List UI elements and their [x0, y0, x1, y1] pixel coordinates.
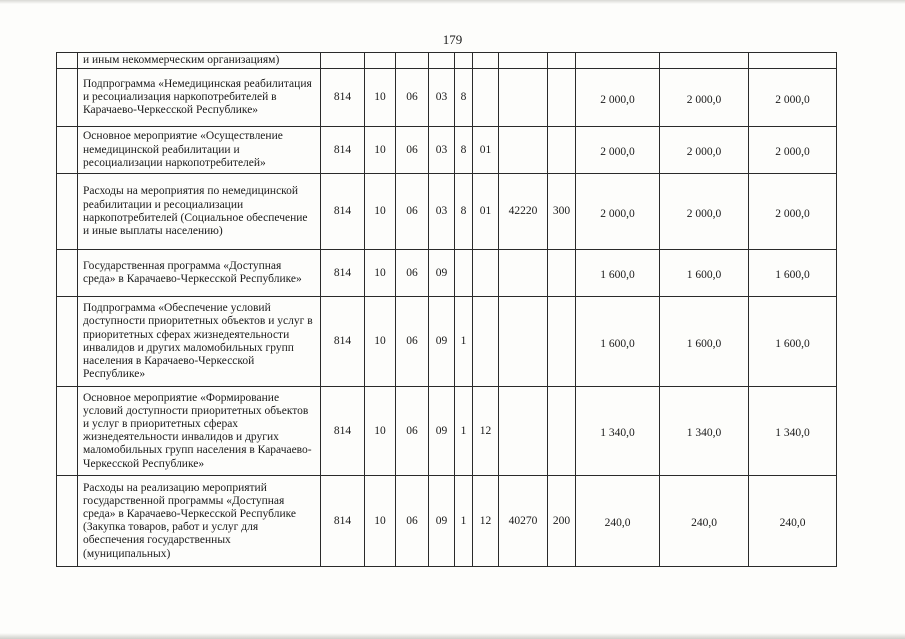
razdel-cell: 10	[365, 250, 396, 297]
sum-year1-cell: 2 000,0	[576, 174, 660, 250]
subprogram-cell: 8	[455, 174, 473, 250]
vr-cell: 200	[548, 476, 576, 567]
event-cell	[473, 250, 499, 297]
sum-year2-cell: 1 600,0	[660, 250, 749, 297]
sum-year3-cell	[749, 53, 837, 69]
event-cell	[473, 69, 499, 127]
subprogram-cell: 1	[455, 387, 473, 476]
podrazdel-cell: 06	[396, 69, 429, 127]
glava-cell: 814	[321, 127, 365, 174]
glava-cell: 814	[321, 174, 365, 250]
glava-cell	[321, 53, 365, 69]
blank-cell	[57, 174, 78, 250]
sum-year3-cell: 1 600,0	[749, 250, 837, 297]
sum-year1-cell: 1 600,0	[576, 297, 660, 387]
blank-cell	[57, 69, 78, 127]
table-row	[57, 250, 837, 297]
table-row	[57, 297, 837, 387]
sum-year2-cell: 2 000,0	[660, 174, 749, 250]
direction-cell: 40270	[499, 476, 548, 567]
subprogram-cell	[455, 250, 473, 297]
row-name: и иным некоммерческим организациям)	[78, 53, 321, 69]
table-row	[57, 174, 837, 250]
podrazdel-cell: 06	[396, 297, 429, 387]
sum-year2-cell: 1 600,0	[660, 297, 749, 387]
sum-year2-cell: 2 000,0	[660, 127, 749, 174]
podrazdel-cell: 06	[396, 250, 429, 297]
vr-cell	[548, 250, 576, 297]
row-name: Расходы на мероприятия по немедицинской реабилитации и ресоциализации наркопотребителей (Социальное обеспечение и иные выплаты населению)	[78, 174, 321, 250]
direction-cell	[499, 69, 548, 127]
sum-year3-cell: 1 600,0	[749, 297, 837, 387]
row-name: Основное мероприятие «Осуществление немедицинской реабилитации и ресоциализации наркопотребителей»	[78, 127, 321, 174]
glava-cell: 814	[321, 250, 365, 297]
table-row	[57, 53, 837, 69]
sum-year1-cell	[576, 53, 660, 69]
podrazdel-cell: 06	[396, 174, 429, 250]
row-name: Расходы на реализацию мероприятий государственной программы «Доступная среда» в Карачаево-Черкесской Республике (Закупка товаров, работ и услуг для обеспечения государственных (муниципальных)	[78, 476, 321, 567]
blank-cell	[57, 127, 78, 174]
blank-cell	[57, 476, 78, 567]
program-cell: 03	[429, 69, 455, 127]
event-cell: 01	[473, 127, 499, 174]
event-cell: 12	[473, 476, 499, 567]
podrazdel-cell: 06	[396, 387, 429, 476]
sum-year3-cell: 240,0	[749, 476, 837, 567]
sum-year3-cell: 2 000,0	[749, 127, 837, 174]
podrazdel-cell: 06	[396, 476, 429, 567]
scan-edge-top	[0, 0, 905, 4]
table-row	[57, 69, 837, 127]
sum-year2-cell: 1 340,0	[660, 387, 749, 476]
table-row	[57, 127, 837, 174]
budget-table	[56, 52, 837, 567]
razdel-cell: 10	[365, 387, 396, 476]
blank-cell	[57, 250, 78, 297]
blank-cell	[57, 297, 78, 387]
podrazdel-cell: 06	[396, 127, 429, 174]
sum-year2-cell	[660, 53, 749, 69]
program-cell: 03	[429, 174, 455, 250]
program-cell: 09	[429, 250, 455, 297]
blank-cell	[57, 53, 78, 69]
sum-year3-cell: 2 000,0	[749, 69, 837, 127]
vr-cell: 300	[548, 174, 576, 250]
direction-cell	[499, 127, 548, 174]
subprogram-cell: 8	[455, 69, 473, 127]
vr-cell	[548, 387, 576, 476]
podrazdel-cell	[396, 53, 429, 69]
razdel-cell: 10	[365, 297, 396, 387]
subprogram-cell: 8	[455, 127, 473, 174]
vr-cell	[548, 297, 576, 387]
page-number: 179	[442, 32, 463, 47]
sum-year1-cell: 2 000,0	[576, 69, 660, 127]
sum-year2-cell: 240,0	[660, 476, 749, 567]
row-name: Основное мероприятие «Формирование условий доступности приоритетных объектов и услуг в приоритетных сферах жизнедеятельности инвалидов и других маломобильных групп населения в Карачаево-Черкесской Республике»	[78, 387, 321, 476]
direction-cell	[499, 53, 548, 69]
table-row	[57, 476, 837, 567]
subprogram-cell: 1	[455, 297, 473, 387]
event-cell	[473, 53, 499, 69]
razdel-cell: 10	[365, 174, 396, 250]
razdel-cell: 10	[365, 127, 396, 174]
sum-year1-cell: 2 000,0	[576, 127, 660, 174]
program-cell: 09	[429, 476, 455, 567]
event-cell: 01	[473, 174, 499, 250]
blank-cell	[57, 387, 78, 476]
sum-year1-cell: 1 600,0	[576, 250, 660, 297]
direction-cell: 42220	[499, 174, 548, 250]
sum-year3-cell: 1 340,0	[749, 387, 837, 476]
glava-cell: 814	[321, 387, 365, 476]
razdel-cell: 10	[365, 69, 396, 127]
sum-year2-cell: 2 000,0	[660, 69, 749, 127]
vr-cell	[548, 53, 576, 69]
razdel-cell	[365, 53, 396, 69]
sum-year1-cell: 240,0	[576, 476, 660, 567]
glava-cell: 814	[321, 297, 365, 387]
subprogram-cell: 1	[455, 476, 473, 567]
program-cell: 09	[429, 297, 455, 387]
subprogram-cell	[455, 53, 473, 69]
row-name: Государственная программа «Доступная среда» в Карачаево-Черкесской Республике»	[78, 250, 321, 297]
direction-cell	[499, 297, 548, 387]
program-cell: 09	[429, 387, 455, 476]
razdel-cell: 10	[365, 476, 396, 567]
sum-year1-cell: 1 340,0	[576, 387, 660, 476]
glava-cell: 814	[321, 476, 365, 567]
sum-year3-cell: 2 000,0	[749, 174, 837, 250]
event-cell: 12	[473, 387, 499, 476]
glava-cell: 814	[321, 69, 365, 127]
row-name: Подпрограмма «Обеспечение условий доступности приоритетных объектов и услуг в приоритетных сферах жизнедеятельности инвалидов и других маломобильных групп населения в Карачаево-Черкесской Республике»	[78, 297, 321, 387]
vr-cell	[548, 127, 576, 174]
program-cell: 03	[429, 127, 455, 174]
vr-cell	[548, 69, 576, 127]
program-cell	[429, 53, 455, 69]
row-name: Подпрограмма «Немедицинская реабилитация и ресоциализация наркопотребителей в Карачаево-Черкесской Республике»	[78, 69, 321, 127]
event-cell	[473, 297, 499, 387]
scan-edge-bottom	[0, 633, 905, 639]
table-row	[57, 387, 837, 476]
direction-cell	[499, 250, 548, 297]
direction-cell	[499, 387, 548, 476]
